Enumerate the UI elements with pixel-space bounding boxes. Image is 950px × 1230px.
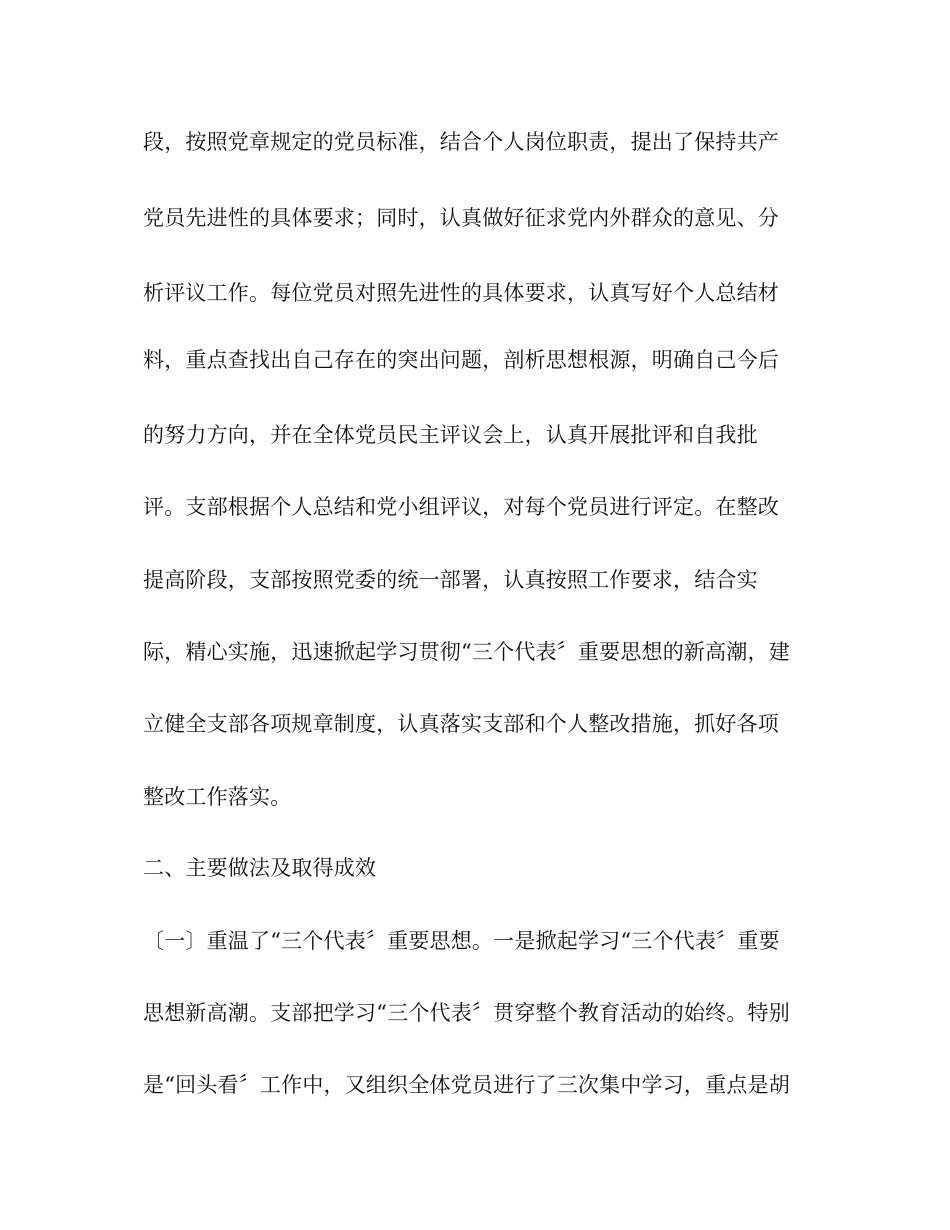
body-text-line: 〔一〕重温了“三个代表〞重要思想。一是掀起学习“三个代表〞重要 [143,929,780,953]
body-text-line: 段，按照党章规定的党员标准，结合个人岗位职责，提出了保持共产 [143,130,779,154]
body-text-line: 党员先进性的具体要求；同时，认真做好征求党内外群众的意见、分 [143,206,779,230]
body-text-line: 料，重点查找出自己存在的突出问题，剖析思想根源，明确自己今后 [143,348,779,372]
body-text-line: 的努力方向，并在全体党员民主评议会上，认真开展批评和自我批 [143,423,758,447]
body-text-line: 立健全支部各项规章制度，认真落实支部和个人整改措施，抓好各项 [143,712,779,736]
body-text-line: 是“回头看〞工作中，又组织全体党员进行了三次集中学习，重点是胡 [143,1073,790,1097]
body-text-line: 析评议工作。每位党员对照先进性的具体要求，认真写好个人总结材 [143,281,779,305]
body-text-line: 评。支部根据个人总结和党小组评议，对每个党员进行评定。在整改 [143,495,779,519]
body-text-line: 际，精心实施，迅速掀起学习贯彻“三个代表〞重要思想的新高潮，建 [143,640,790,664]
section-heading: 二、主要做法及取得成效 [143,856,377,880]
body-text-line: 整改工作落实。 [143,785,292,809]
body-text-line: 提高阶段，支部按照党委的统一部署，认真按照工作要求，结合实 [143,568,758,592]
body-text-line: 思想新高潮。支部把学习“三个代表〞贯穿整个教育活动的始终。特别 [143,1001,790,1025]
